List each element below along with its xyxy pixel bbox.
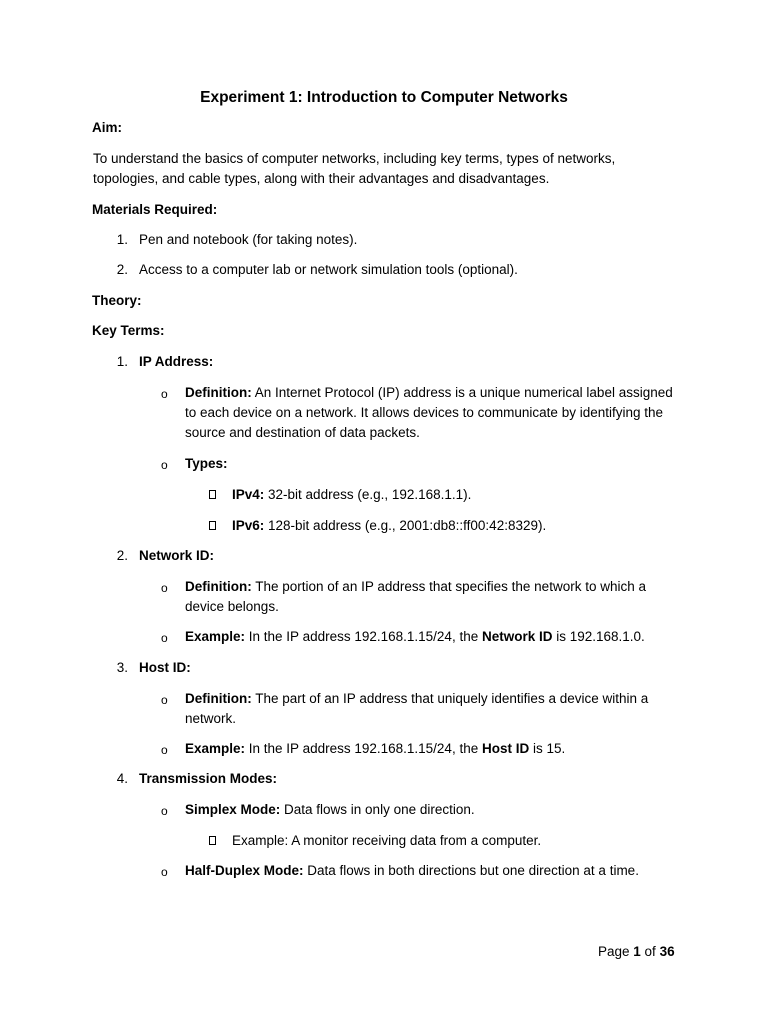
network-id-example: Example: In the IP address 192.168.1.15/24, the Network ID is 192.168.1.0. <box>185 629 645 644</box>
list-number: 1. <box>116 354 128 369</box>
ipv6-item: IPv6: 128-bit address (e.g., 2001:db8::ff00:42:8329). <box>232 518 547 533</box>
square-bullet-icon <box>209 836 216 845</box>
circle-bullet-icon: o <box>161 581 168 595</box>
host-id-definition: Definition: The part of an IP address that uniquely identifies a device within a network. <box>185 691 649 726</box>
host-id-example: Example: In the IP address 192.168.1.15/24, the Host ID is 15. <box>185 741 566 756</box>
circle-bullet-icon: o <box>161 458 168 472</box>
square-bullet-icon <box>209 521 216 530</box>
list-number: 4. <box>116 771 128 786</box>
simplex-example: Example: A monitor receiving data from a computer. <box>232 833 542 848</box>
term-label: Host ID: <box>139 660 191 675</box>
simplex-mode: Simplex Mode: Data flows in only one direction. <box>185 802 475 817</box>
page-title: Experiment 1: Introduction to Computer Networks <box>200 89 568 106</box>
term-label: Transmission Modes: <box>139 771 278 786</box>
materials-heading: Materials Required: <box>92 202 218 217</box>
circle-bullet-icon: o <box>161 387 168 401</box>
ip-definition: Definition: An Internet Protocol (IP) address is a unique numerical label assigned to each device on a network. It allows devices to communicate by identifying the source and destination of data packets. <box>185 385 673 440</box>
aim-text: To understand the basics of computer networks, including key terms, types of networks, topologies, and cable types, along with their advantages and disadvantages. <box>93 151 616 186</box>
key-terms-heading: Key Terms: <box>92 323 165 338</box>
circle-bullet-icon: o <box>161 693 168 707</box>
list-item-text: Pen and notebook (for taking notes). <box>139 232 358 247</box>
term-label: Network ID: <box>139 548 215 563</box>
circle-bullet-icon: o <box>161 804 168 818</box>
theory-heading: Theory: <box>92 293 142 308</box>
term-label: IP Address: <box>139 354 214 369</box>
square-bullet-icon <box>209 490 216 499</box>
network-id-definition: Definition: The portion of an IP address that specifies the network to which a device belongs. <box>185 579 646 614</box>
half-duplex-mode: Half-Duplex Mode: Data flows in both directions but one direction at a time. <box>185 863 639 878</box>
ip-types-label: Types: <box>185 456 228 471</box>
ipv4-item: IPv4: 32-bit address (e.g., 192.168.1.1). <box>232 487 472 502</box>
list-number: 2. <box>116 262 128 277</box>
circle-bullet-icon: o <box>161 631 168 645</box>
list-item-text: Access to a computer lab or network simulation tools (optional). <box>139 262 518 277</box>
list-number: 3. <box>116 660 128 675</box>
page-number: Page 1 of 36 <box>598 944 675 959</box>
aim-heading: Aim: <box>92 120 122 135</box>
list-number: 1. <box>116 232 128 247</box>
list-number: 2. <box>116 548 128 563</box>
circle-bullet-icon: o <box>161 865 168 879</box>
circle-bullet-icon: o <box>161 743 168 757</box>
